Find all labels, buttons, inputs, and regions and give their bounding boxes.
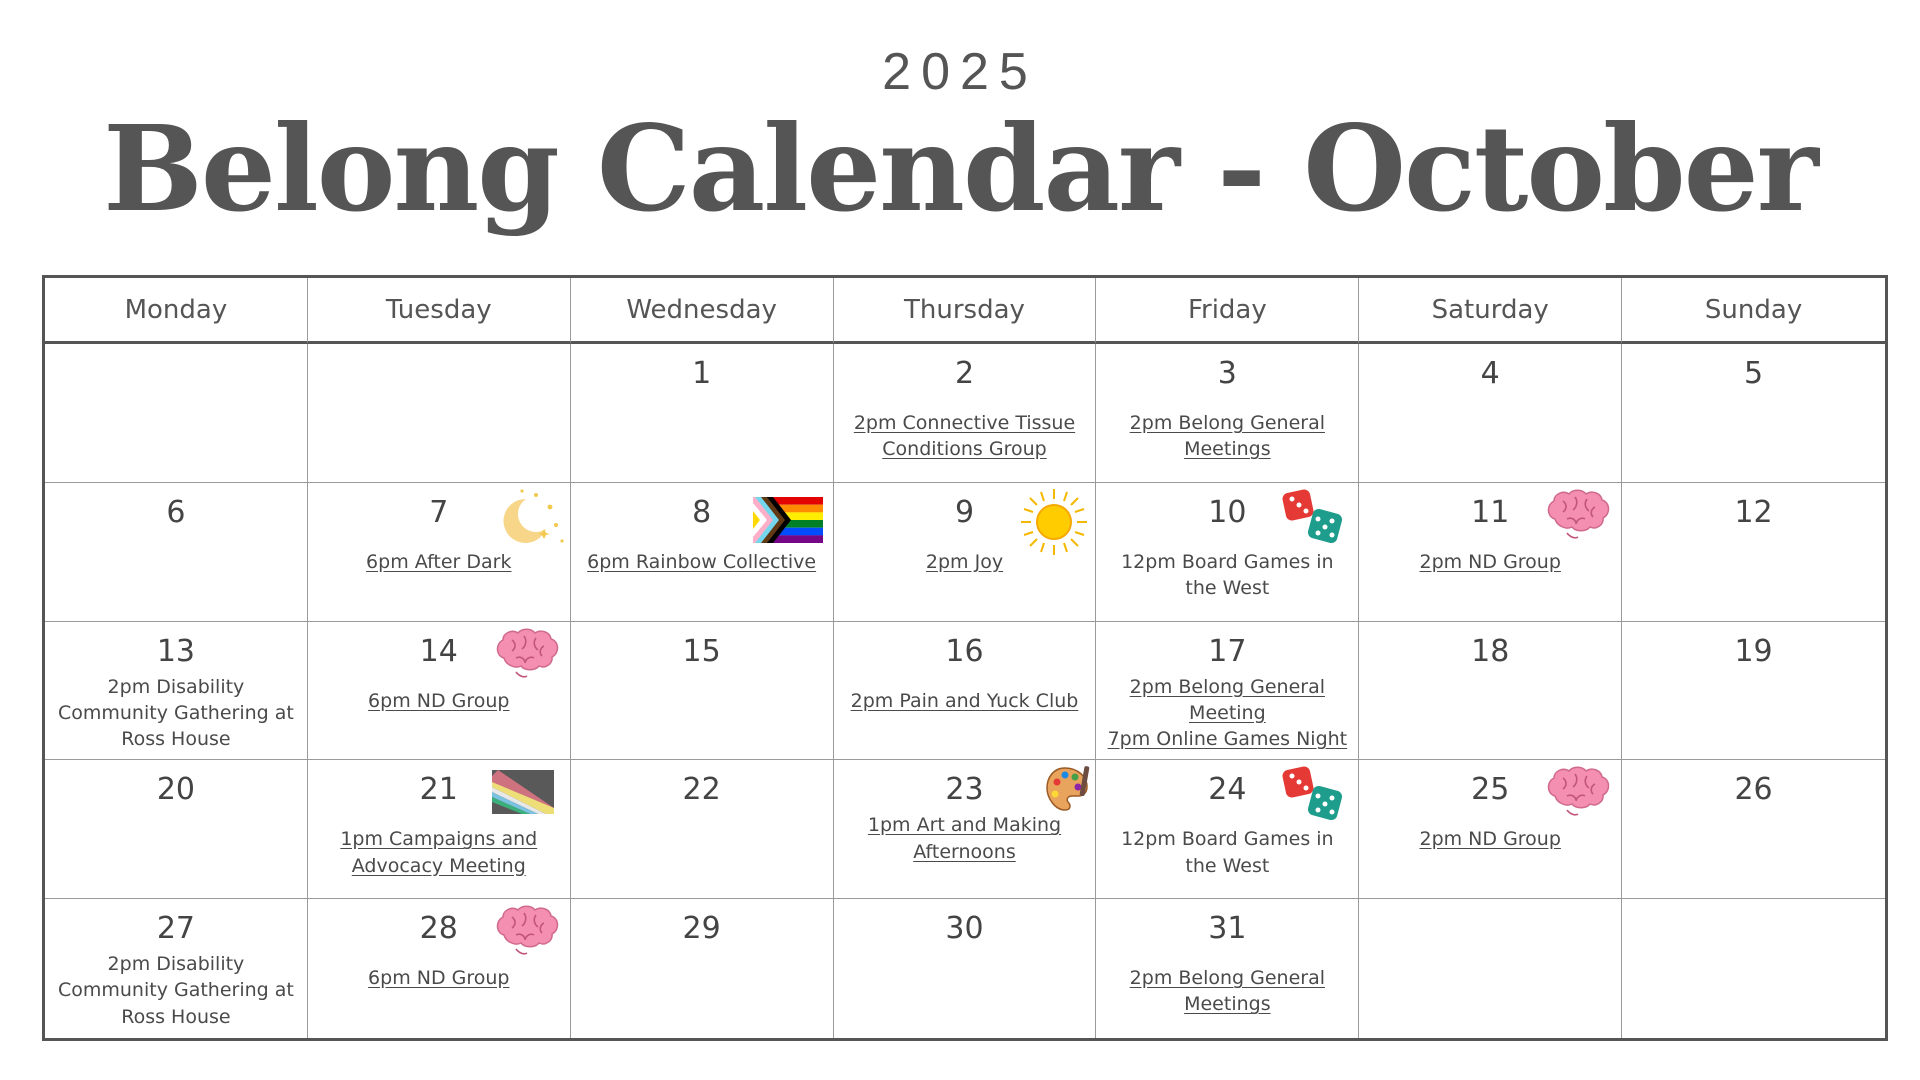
event-link[interactable]: 6pm ND Group bbox=[368, 689, 510, 712]
day-number: 29 bbox=[682, 911, 721, 947]
event-link[interactable]: 2pm Belong General Meeting bbox=[1129, 675, 1326, 724]
day-number: 26 bbox=[1734, 772, 1773, 808]
event-text: 12pm Board Games in the West bbox=[1121, 828, 1334, 877]
day-number: 31 bbox=[1208, 911, 1247, 947]
empty-day-cell bbox=[308, 344, 571, 483]
event-list bbox=[1096, 410, 1358, 462]
brain-icon bbox=[1545, 766, 1611, 824]
day-cell-25 bbox=[1359, 760, 1622, 899]
day-cell-9 bbox=[834, 483, 1097, 622]
weekday-header-thursday: Thursday bbox=[834, 278, 1097, 344]
event-text: 12pm Board Games in the West bbox=[1121, 550, 1334, 600]
day-cell-12 bbox=[1622, 483, 1885, 622]
event-list bbox=[1096, 826, 1358, 878]
event-list bbox=[45, 674, 307, 753]
day-cell-29 bbox=[571, 899, 834, 1038]
event-list bbox=[1096, 674, 1358, 753]
day-number: 9 bbox=[954, 494, 975, 530]
event-link[interactable]: 2pm Pain and Yuck Club bbox=[850, 689, 1079, 712]
event-link[interactable]: 1pm Campaigns and Advocacy Meeting bbox=[340, 828, 538, 877]
event-list bbox=[308, 826, 570, 878]
day-cell-6 bbox=[45, 483, 308, 622]
moon-stars-icon bbox=[486, 485, 566, 559]
event-link[interactable]: 2pm Joy bbox=[925, 550, 1004, 573]
event-text: 2pm Disability Community Gathering at Ross House bbox=[57, 953, 294, 1028]
day-cell-23 bbox=[834, 760, 1097, 899]
day-cell-4 bbox=[1359, 344, 1622, 483]
day-cell-7 bbox=[308, 483, 571, 622]
weekday-header-saturday: Saturday bbox=[1359, 278, 1622, 344]
event-link[interactable]: 2pm ND Group bbox=[1419, 550, 1561, 573]
day-number: 7 bbox=[429, 494, 449, 530]
day-number: 5 bbox=[1744, 356, 1764, 391]
disability-pride-flag-icon bbox=[492, 770, 554, 818]
day-cell-5 bbox=[1622, 344, 1885, 483]
day-cell-11 bbox=[1359, 483, 1622, 622]
day-cell-19 bbox=[1622, 622, 1885, 761]
event-list bbox=[571, 549, 833, 575]
brain-icon bbox=[494, 905, 560, 963]
event-text: 2pm Disability Community Gathering at Ross House bbox=[57, 675, 294, 751]
day-cell-30 bbox=[834, 899, 1097, 1038]
day-number: 21 bbox=[419, 772, 458, 808]
page-title: Belong Calendar - October bbox=[103, 99, 1817, 238]
dice-icon bbox=[1280, 764, 1346, 828]
day-number: 6 bbox=[166, 494, 186, 530]
progress-pride-flag-icon bbox=[753, 497, 823, 547]
day-number: 20 bbox=[156, 772, 196, 808]
event-link[interactable]: 6pm Rainbow Collective bbox=[587, 550, 817, 573]
event-link[interactable]: 6pm After Dark bbox=[366, 550, 512, 573]
event-list bbox=[834, 688, 1096, 714]
day-cell-16 bbox=[834, 622, 1097, 761]
brain-icon bbox=[494, 628, 560, 686]
day-number: 25 bbox=[1471, 772, 1510, 808]
event-link[interactable]: 2pm Connective Tissue Conditions Group bbox=[853, 412, 1076, 461]
event-list bbox=[308, 965, 570, 991]
weekday-header-sunday: Sunday bbox=[1622, 278, 1885, 344]
day-number: 30 bbox=[945, 911, 984, 947]
day-number: 2 bbox=[954, 356, 975, 391]
event-list bbox=[1359, 826, 1621, 852]
day-number: 28 bbox=[419, 911, 458, 947]
brain-icon bbox=[1545, 489, 1611, 547]
calendar-year: 2025 bbox=[882, 43, 1038, 101]
day-number: 23 bbox=[945, 772, 984, 808]
day-cell-14 bbox=[308, 622, 571, 761]
event-list bbox=[1096, 965, 1358, 1017]
event-link[interactable]: 2pm ND Group bbox=[1419, 828, 1561, 851]
weekday-header-wednesday: Wednesday bbox=[571, 278, 834, 344]
dice-icon bbox=[1280, 487, 1346, 551]
day-number: 27 bbox=[156, 911, 196, 947]
weekday-header-monday: Monday bbox=[45, 278, 308, 344]
event-list bbox=[1096, 549, 1358, 601]
month-calendar-grid bbox=[42, 275, 1888, 1041]
empty-day-cell bbox=[1359, 899, 1622, 1038]
weekday-header-tuesday: Tuesday bbox=[308, 278, 571, 344]
day-cell-15 bbox=[571, 622, 834, 761]
day-cell-1 bbox=[571, 344, 834, 483]
event-link[interactable]: 2pm Belong General Meetings bbox=[1129, 412, 1326, 461]
day-cell-3 bbox=[1096, 344, 1359, 483]
event-list bbox=[45, 951, 307, 1030]
art-palette-icon bbox=[1045, 764, 1091, 818]
day-number: 1 bbox=[692, 356, 712, 391]
event-link[interactable]: 1pm Art and Making Afternoons bbox=[867, 814, 1062, 863]
event-link[interactable]: 7pm Online Games Night bbox=[1107, 728, 1348, 751]
day-cell-20 bbox=[45, 760, 308, 899]
day-number: 15 bbox=[682, 633, 721, 669]
day-cell-27 bbox=[45, 899, 308, 1038]
day-number: 17 bbox=[1208, 633, 1247, 669]
day-cell-13 bbox=[45, 622, 308, 761]
day-cell-24 bbox=[1096, 760, 1359, 899]
day-cell-18 bbox=[1359, 622, 1622, 761]
weekday-header-friday: Friday bbox=[1096, 278, 1359, 344]
day-cell-10 bbox=[1096, 483, 1359, 622]
day-number: 13 bbox=[156, 633, 196, 669]
sun-icon bbox=[1019, 487, 1089, 561]
day-cell-17 bbox=[1096, 622, 1359, 761]
day-cell-8 bbox=[571, 483, 834, 622]
day-number: 22 bbox=[682, 772, 721, 808]
day-cell-21 bbox=[308, 760, 571, 899]
day-number: 19 bbox=[1734, 633, 1773, 669]
empty-day-cell bbox=[45, 344, 308, 483]
day-number: 4 bbox=[1480, 356, 1500, 391]
day-number: 24 bbox=[1208, 772, 1247, 808]
event-list bbox=[834, 410, 1096, 462]
event-link[interactable]: 2pm Belong General Meetings bbox=[1129, 967, 1326, 1016]
event-list bbox=[308, 688, 570, 714]
day-cell-22 bbox=[571, 760, 834, 899]
day-number: 18 bbox=[1471, 633, 1510, 669]
day-number: 14 bbox=[419, 633, 458, 669]
day-number: 8 bbox=[692, 494, 712, 530]
day-cell-28 bbox=[308, 899, 571, 1038]
event-list bbox=[1359, 549, 1621, 575]
day-number: 10 bbox=[1208, 494, 1247, 530]
day-cell-2 bbox=[834, 344, 1097, 483]
day-cell-26 bbox=[1622, 760, 1885, 899]
day-number: 16 bbox=[945, 633, 984, 669]
day-number: 3 bbox=[1217, 356, 1237, 391]
event-list bbox=[834, 812, 1096, 864]
empty-day-cell bbox=[1622, 899, 1885, 1038]
event-link[interactable]: 6pm ND Group bbox=[368, 967, 510, 990]
day-number: 12 bbox=[1734, 494, 1773, 530]
day-cell-31 bbox=[1096, 899, 1359, 1038]
day-number: 11 bbox=[1471, 494, 1510, 530]
